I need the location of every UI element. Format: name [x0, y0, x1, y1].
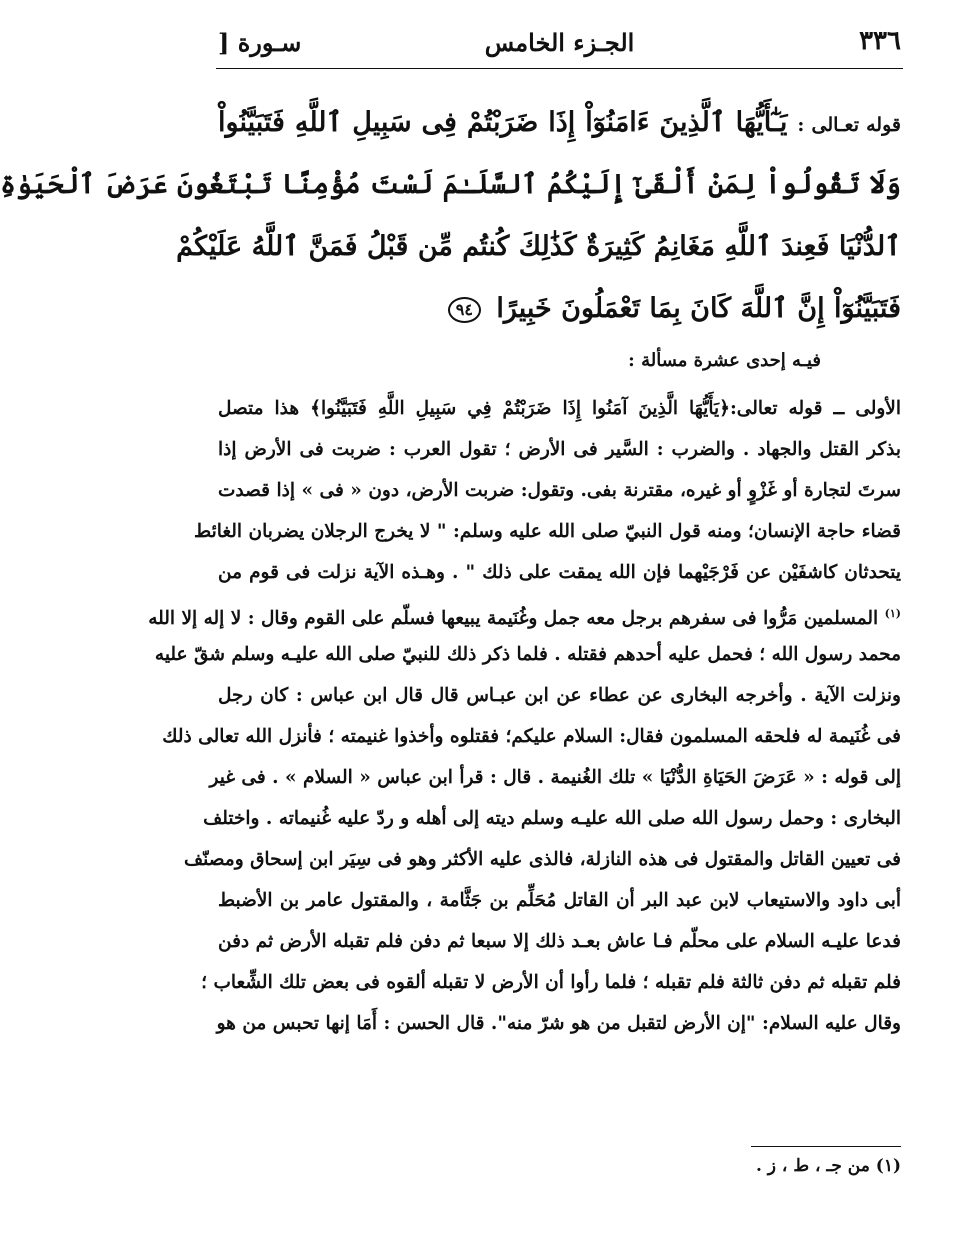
body-line-with-footnote — [148, 593, 901, 634]
footnote-reference: (١) — [884, 607, 901, 620]
body-line: وقال عليه السلام: "إن الأرض لتقبل من هو شرّ منه". قال الحسن : أَمَا إنها تحبس من هو — [216, 1013, 901, 1034]
verse-number-marker: ٩٤ — [448, 297, 481, 323]
commentary-body — [148, 388, 901, 1044]
body-line: أبى داود والاستيعاب لابن عبد البر أن القاتل مُحَلِّم بن جَثَّامة ، والمقتول عامر بن الأضبط — [218, 890, 901, 911]
verse-text: وَلَا تَقُولُواْ لِمَنْ أَلْقَىٰٓ إِلَيْكُمُ ٱلسَّلَـٰمَ لَسْتَ مُؤْمِنًا تَبْتَغُونَ عَرَضَ ٱلْحَيَوٰةِ — [0, 169, 901, 200]
body-line: فلم تقبله ثم دفن ثالثة فلم تقبله ؛ فلما رأوا أن الأرض لا تقبله ألقوه فى بعض تلك الشِّعاب ؛ — [201, 972, 901, 993]
body-line-text: المسلمين مَرُّوا فى سفرهم برجل معه جمل وغُنَيمة يبيعها فسلّم على القوم وقال : لا إله إلا الله — [148, 608, 879, 630]
footnote: (١) من جـ ، ط ، ز . — [755, 1156, 901, 1176]
body-line: قضاء حاجة الإنسان؛ ومنه قول النبيّ صلى الله عليه وسلم: " لا يخرج الرجلان يضربان الغائط — [194, 521, 901, 542]
section-heading: فيـه إحدى عشرة مسألة : — [628, 350, 821, 371]
body-line: بذكر القتل والجهاد . والضرب : السَّير فى الأرض ؛ تقول العرب : ضربت فى الأرض إذا — [218, 439, 901, 460]
body-line: الأولى ــ قوله تعالى:﴿يَأَيُّهَا الَّذِينَ آمَنُوا إِذَا ضَرَبْتُمْ فِي سَبِيلِ اللَّهِ فَتَبَيَّنُوا﴾ هذا متصل — [218, 398, 901, 419]
verse-line — [218, 92, 901, 154]
body-line: فى غُنَيمة له فلحقه المسلمون فقال: السلام عليكم؛ فقتلوه وأخذوا غنيمته ؛ فأنزل الله تعالى ذلك — [162, 726, 901, 747]
quran-verse-block — [0, 92, 901, 340]
body-line: إلى قوله : « عَرَضَ الحَيَاةِ الدُّنْيَا » تلك الغُنيمة . قال : قرأ ابن عباس « السلام » . فى غير — [209, 767, 901, 788]
body-line: ونزلت الآية . وأخرجه البخارى عن عطاء عن ابن عبـاس قال قال ابن عباس : كان رجل — [218, 685, 901, 706]
verse-line — [0, 154, 901, 216]
running-title: الجـزء الخامس — [484, 28, 635, 57]
page-number: ٣٣٦ — [859, 26, 901, 56]
body-line: فدعا عليـه السلام على محلّم فـا عاش بعـد ذلك إلا سبعا ثم دفن فلم تقبله الأرض ثم دفن — [218, 931, 901, 952]
body-line: محمد رسول الله ؛ فحمل عليه أحدهم فقتله . فلما ذكر ذلك للنبيّ صلى الله عليـه وسلم شقّ عليه — [154, 644, 901, 665]
verse-line — [218, 278, 901, 340]
verse-intro: قوله تعـالى : — [797, 114, 901, 136]
verse-text: ٱلدُّنْيَا فَعِندَ ٱللَّهِ مَغَانِمُ كَثِيرَةٌ كَذَٰلِكَ كُنتُم مِّن قَبْلُ فَمَنَّ ٱللَّهُ عَلَيْكُمْ — [176, 231, 901, 262]
body-line: سرتَ لتجارة أو غَزْوٍ أو غيره، مقترنة بفى. وتقول: ضربت الأرض، دون « فى » إذا قصدت — [218, 480, 901, 501]
body-line: يتحدثان كاشفَيْن عن فَرْجَيْهما فإن الله يمقت على ذلك " . وهـذه الآية نزلت فى قوم من — [218, 562, 901, 583]
verse-line — [176, 216, 901, 278]
verse-text: يَـٰٓأَيُّهَا ٱلَّذِينَ ءَامَنُوٓاْ إِذَا ضَرَبْتُمْ فِى سَبِيلِ ٱللَّهِ فَتَبَيَّنُواْ — [218, 107, 788, 138]
footnote-rule — [751, 1146, 901, 1147]
page-header — [218, 26, 901, 66]
body-line: فى تعيين القاتل والمقتول فى هذه النازلة، فالذى عليه الأكثر وهو فى سِيَر ابن إسحاق ومصنّف — [184, 849, 901, 870]
surah-label: سـورة [ — [218, 28, 302, 57]
header-rule — [216, 68, 903, 69]
body-line: البخارى : وحمل رسول الله صلى الله عليـه وسلم ديته إلى أهله و ردّ عليه غُنيماته . واختلف — [203, 808, 901, 829]
verse-text: فَتَبَيَّنُوٓاْ إِنَّ ٱللَّهَ كَانَ بِمَا تَعْمَلُونَ خَبِيرًا — [496, 293, 901, 324]
